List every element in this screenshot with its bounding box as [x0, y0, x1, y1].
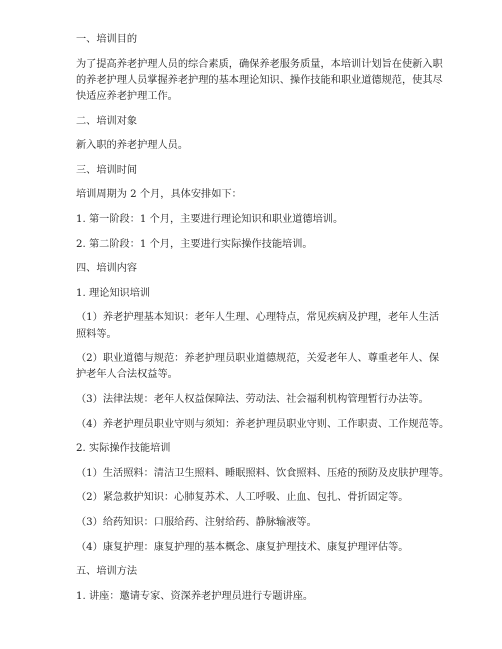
theory-item-2-line-2: 护老年人合法权益等。 — [76, 369, 178, 381]
schedule-item-2: 2. 第二阶段：1 个月，主要进行实际操作技能培训。 — [76, 238, 313, 250]
methods-item-1: 1. 讲座：邀请专家、资深养老护理员进行专题讲座。 — [76, 590, 314, 602]
section-heading-schedule: 三、培训时间 — [76, 164, 138, 176]
theory-item-3: （3）法律法规：老年人权益保障法、劳动法、社会福利机构管理暂行办法等。 — [76, 393, 429, 405]
schedule-intro: 培训周期为 2 个月，具体安排如下： — [76, 189, 242, 201]
section-heading-content: 四、培训内容 — [76, 263, 138, 275]
practice-item-2: （2）紧急救护知识：心肺复苏术、人工呼吸、止血、包扎、骨折固定等。 — [76, 492, 409, 504]
content-subheading-theory: 1. 理论知识培训 — [76, 287, 151, 299]
theory-item-1-line-2: 照料等。 — [76, 328, 117, 340]
practice-item-1: （1）生活照料：清洁卫生照料、睡眠照料、饮食照料、压疮的预防及皮肤护理等。 — [76, 467, 450, 479]
section-heading-methods: 五、培训方法 — [76, 566, 138, 578]
section-heading-purpose: 一、培训目的 — [76, 34, 138, 45]
theory-item-2-line-1: （2）职业道德与规范：养老护理员职业道德规范，关爱老年人、尊重老年人、保 — [76, 353, 440, 365]
schedule-item-1: 1. 第一阶段：1 个月，主要进行理论知识和职业道德培训。 — [76, 213, 344, 225]
section-heading-audience: 二、培训对象 — [76, 115, 138, 127]
purpose-paragraph-line-2: 的养老护理人员掌握养老护理的基本理论知识、操作技能和职业道德规范，使其尽 — [76, 74, 443, 86]
content-subheading-practice: 2. 实际操作技能培训 — [76, 443, 171, 455]
theory-item-4: （4）养老护理员职业守则与须知：养老护理员职业守则、工作职责、工作规范等。 — [76, 418, 450, 430]
audience-paragraph: 新入职的养老护理人员。 — [76, 140, 189, 152]
purpose-paragraph-line-3: 快适应养老护理工作。 — [76, 91, 178, 102]
practice-item-4: （4）康复护理：康复护理的基本概念、康复护理技术、康复护理评估等。 — [76, 541, 409, 553]
theory-item-1-line-1: （1）养老护理基本知识：老年人生理、心理特点，常见疾病及护理，老年人生活 — [76, 312, 440, 324]
practice-item-3: （3）给药知识：口服给药、注射给药、静脉输液等。 — [76, 516, 317, 528]
document-page — [76, 32, 466, 605]
purpose-paragraph-line-1: 为了提高养老护理人员的综合素质，确保养老服务质量，本培训计划旨在使新入职 — [76, 58, 443, 70]
